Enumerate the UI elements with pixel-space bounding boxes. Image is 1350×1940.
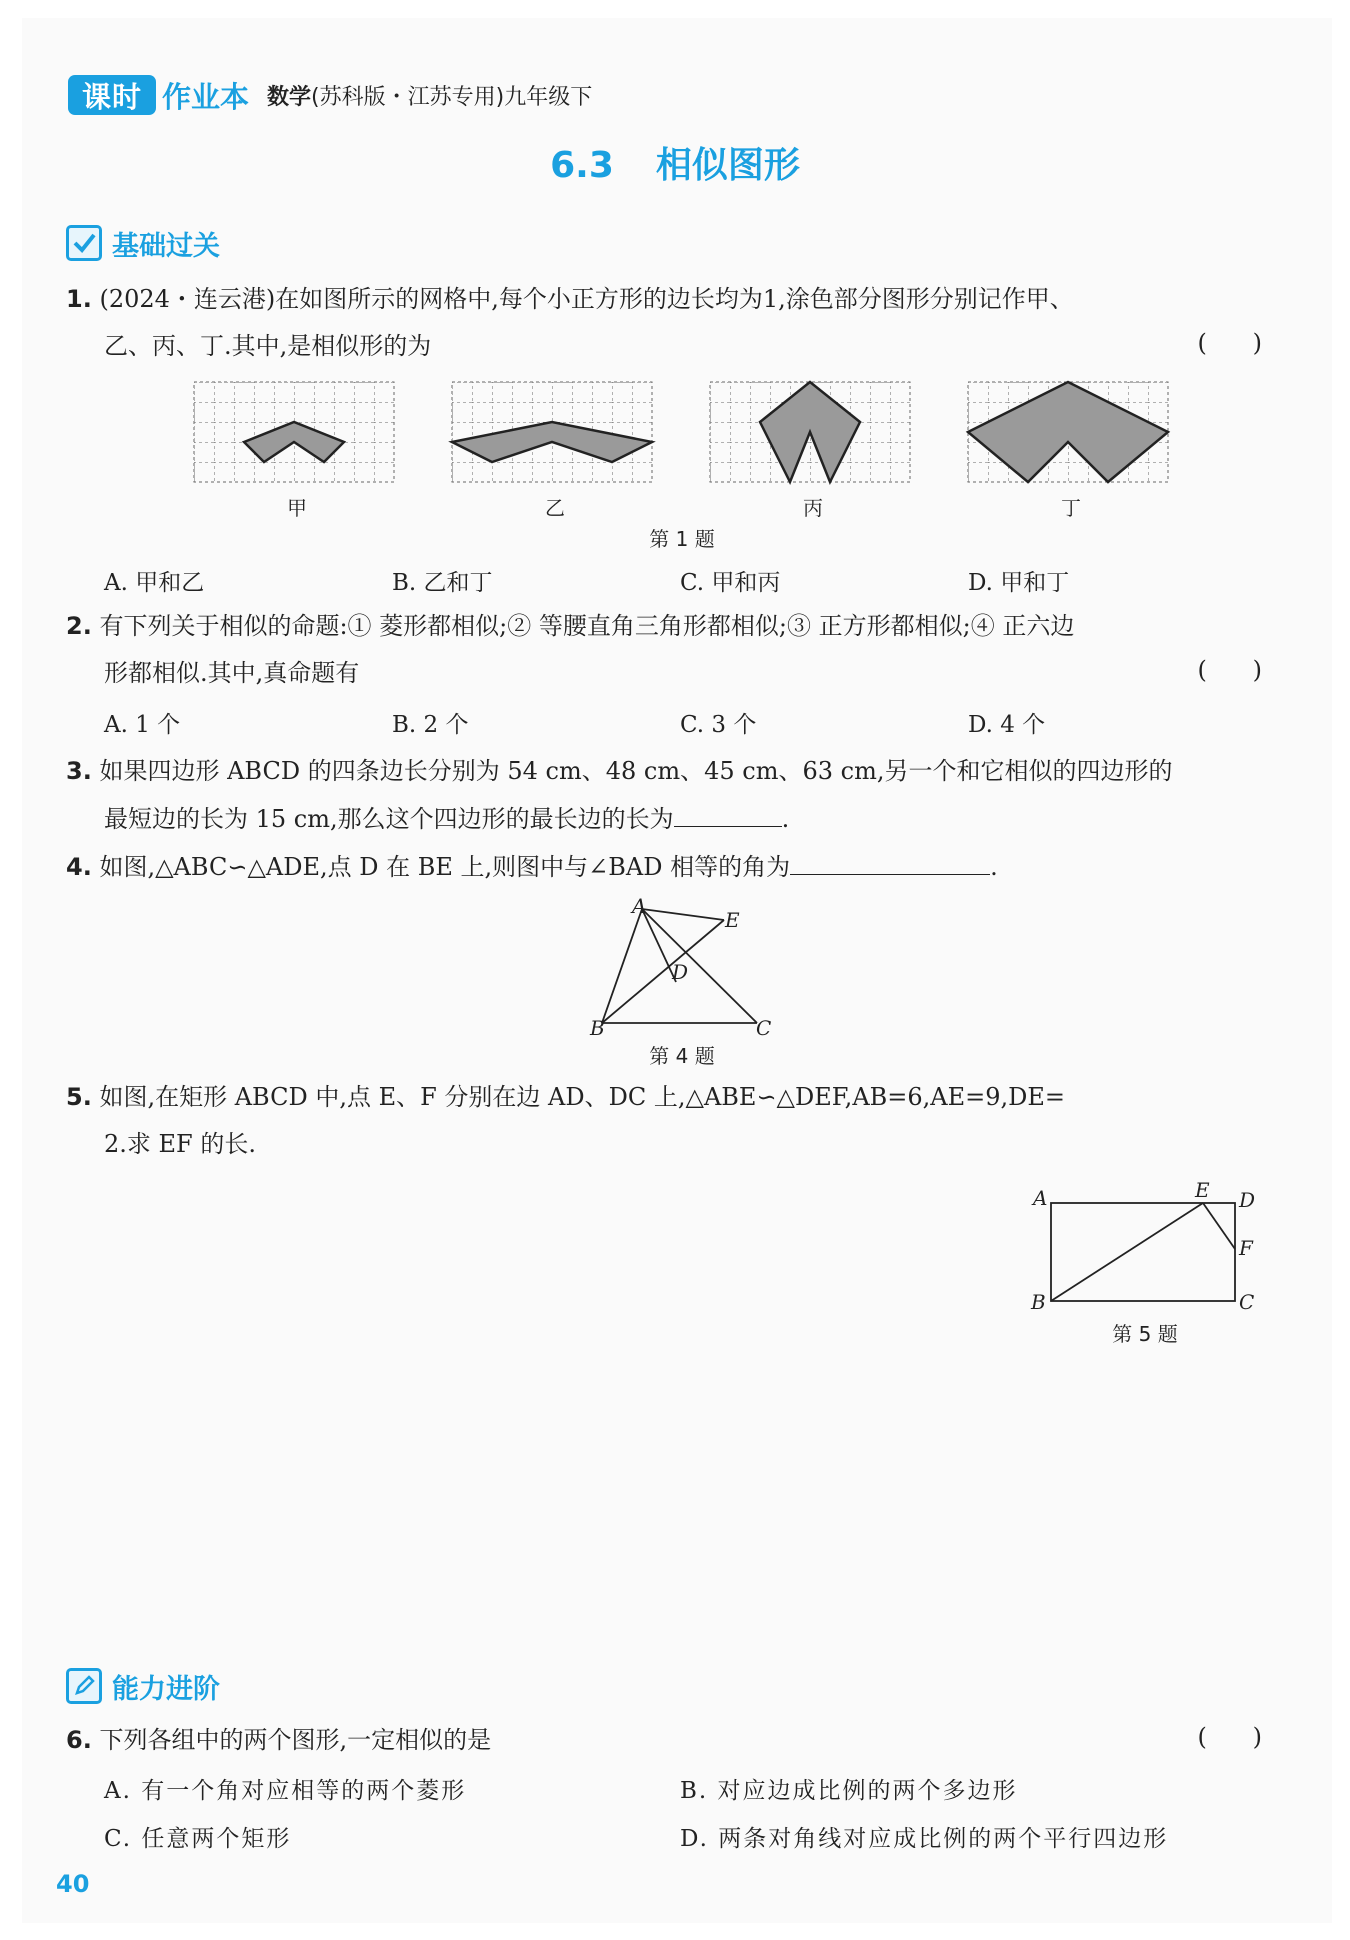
q3-text2: 最短边的长为 15 cm,那么这个四边形的最长边的长为: [104, 805, 674, 833]
q2-option-a[interactable]: A. 1 个: [104, 712, 181, 738]
q1-figure: [192, 378, 1172, 518]
q5-point-a: A: [1033, 1186, 1048, 1210]
section-basic: [66, 222, 220, 264]
q2-option-c[interactable]: C. 3 个: [680, 712, 757, 738]
q6-option-c[interactable]: C. 任意两个矩形: [104, 1826, 292, 1852]
q3-answer-blank[interactable]: [674, 800, 782, 827]
q5-number: 5.: [66, 1083, 92, 1111]
q6-option-d[interactable]: D. 两条对角线对应成比例的两个平行四边形: [680, 1826, 1169, 1852]
section-advanced-label: 能力进阶: [112, 1673, 220, 1705]
section-basic-label: 基础过关: [112, 230, 220, 262]
q2-option-d[interactable]: D. 4 个: [968, 712, 1046, 738]
q4-point-c: C: [756, 1016, 772, 1040]
q4-text1: 如图,△ABC∽△ADE,点 D 在 BE 上,则图中与∠BAD 相等的角为: [99, 853, 791, 881]
q6-option-b[interactable]: B. 对应边成比例的两个多边形: [680, 1778, 1018, 1804]
q5-text2: 2.求 EF 的长.: [104, 1130, 256, 1158]
q5-figure: [1025, 1175, 1265, 1315]
q4-point-a: A: [632, 895, 647, 918]
grid-ding: [968, 382, 1168, 482]
q1-text2: 乙、丙、丁.其中,是相似形的为: [104, 332, 432, 360]
fig-label-ding: 丁: [1061, 496, 1081, 520]
q3-text1: 如果四边形 ABCD 的四条边长分别为 54 cm、48 cm、45 cm、63 cm,另一个和它相似的四边形的: [99, 757, 1173, 785]
q4-end: .: [990, 853, 998, 881]
q2-answer-paren[interactable]: ( ): [1197, 656, 1262, 684]
q3-line2: [104, 800, 789, 836]
section-advanced: [66, 1665, 220, 1707]
q4-answer-blank[interactable]: [790, 848, 990, 875]
page-number: 40: [56, 1870, 90, 1898]
fig-label-jia: 甲: [287, 496, 307, 520]
q3-number: 3.: [66, 757, 92, 785]
q5-line1: [66, 1080, 1065, 1114]
grid-jia: [194, 382, 394, 482]
q1-line1: [66, 282, 1074, 316]
q6-answer-paren[interactable]: ( ): [1197, 1723, 1262, 1751]
lesson-name: 相似图形: [655, 145, 800, 186]
q5-point-c: C: [1239, 1290, 1255, 1314]
fig-label-bing: 丙: [803, 496, 823, 520]
book-header: [68, 72, 592, 118]
q4-caption: 第 4 题: [649, 1044, 715, 1068]
lesson-number: 6.3: [550, 145, 614, 186]
q5-point-b: B: [1031, 1290, 1046, 1314]
pencil-icon: [66, 1668, 102, 1704]
q1-option-c[interactable]: C. 甲和丙: [680, 570, 781, 596]
q1-text1: (2024・连云港)在如图所示的网格中,每个小正方形的边长均为1,涂色部分图形分别记作甲、: [99, 285, 1074, 313]
q4-point-e: E: [725, 908, 740, 932]
lesson-title: [0, 137, 1350, 188]
q1-option-a[interactable]: A. 甲和乙: [104, 570, 205, 596]
book-edition: (苏科版・江苏专用)九年级下: [311, 84, 593, 110]
q2-text2: 形都相似.其中,真命题有: [104, 659, 360, 687]
q2-option-b[interactable]: B. 2 个: [392, 712, 469, 738]
q6-text1: 下列各组中的两个图形,一定相似的是: [99, 1726, 492, 1754]
q6-number: 6.: [66, 1726, 92, 1754]
q3-line1: [66, 754, 1172, 788]
q1-option-b[interactable]: B. 乙和丁: [392, 570, 493, 596]
checkmark-icon: [66, 225, 102, 261]
q2-line1: [66, 609, 1074, 643]
logo: 课时: [68, 75, 156, 115]
fig-label-yi: 乙: [545, 496, 565, 520]
q3-end: .: [781, 805, 790, 833]
grid-bing: [710, 382, 910, 482]
q5-point-d: D: [1239, 1188, 1256, 1212]
q2-number: 2.: [66, 612, 92, 640]
q5-point-f: F: [1239, 1236, 1253, 1260]
q1-caption: 第 1 题: [649, 527, 715, 551]
q4-line1: [66, 848, 998, 884]
q4-point-d: D: [672, 960, 689, 984]
q1-option-d[interactable]: D. 甲和丁: [968, 570, 1070, 596]
q4-point-b: B: [590, 1016, 605, 1040]
book-title: [267, 80, 592, 111]
q1-number: 1.: [66, 285, 92, 313]
q4-figure: [582, 895, 782, 1045]
q6-line1: [66, 1723, 491, 1757]
q1-answer-paren[interactable]: ( ): [1197, 329, 1262, 357]
book-subject: 数学: [267, 84, 312, 110]
grid-yi: [452, 382, 652, 482]
q5-caption: 第 5 题: [1112, 1322, 1178, 1346]
q4-number: 4.: [66, 853, 92, 881]
brand-name: 作业本: [162, 79, 250, 114]
q2-text1: 有下列关于相似的命题:① 菱形都相似;② 等腰直角三角形都相似;③ 正方形都相似;④ 正六边: [99, 612, 1075, 640]
q5-point-e: E: [1195, 1178, 1210, 1202]
q6-option-a[interactable]: A. 有一个角对应相等的两个菱形: [104, 1778, 467, 1804]
q5-text1: 如图,在矩形 ABCD 中,点 E、F 分别在边 AD、DC 上,△ABE∽△DEF,AB=6,AE=9,DE=: [99, 1083, 1066, 1111]
